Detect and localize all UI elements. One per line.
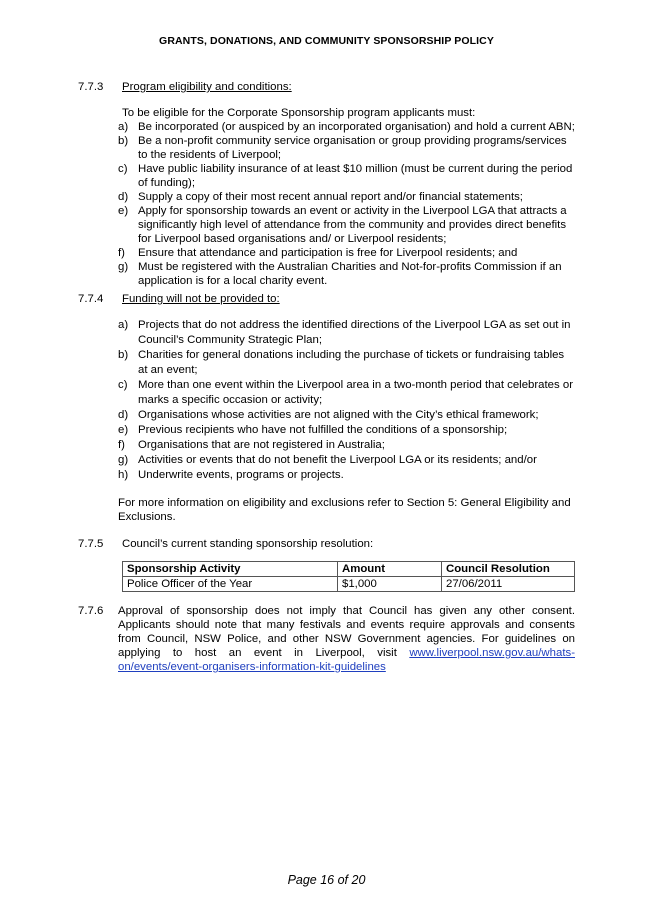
- list-marker: d): [118, 191, 129, 203]
- approval-paragraph: [118, 604, 575, 674]
- list-item: [118, 260, 575, 288]
- event-guidelines-link[interactable]: www.liverpool.nsw.gov.au/whats-on/events/event-organisers-information-kit-guidelines: [118, 647, 575, 673]
- list-item: [118, 204, 575, 246]
- table-row: [123, 577, 575, 592]
- list-item-text: Organisations that are not registered in Australia;: [138, 439, 385, 451]
- list-item-text: Projects that do not address the identified directions of the Liverpool LGA as set out in Council’s Community Strategic Plan;: [138, 319, 571, 346]
- list-marker: a): [118, 121, 129, 133]
- list-item: [118, 348, 575, 378]
- list-item-text: Have public liability insurance of at least $10 million (must be current during the period of funding);: [138, 163, 573, 189]
- list-item: [118, 246, 575, 260]
- list-marker: g): [118, 261, 129, 273]
- list-item: [118, 134, 575, 162]
- list-item-text: Charities for general donations including the purchase of tickets or fundraising tables at an event;: [138, 349, 565, 376]
- table-cell: Police Officer of the Year: [123, 577, 338, 592]
- section-title: Funding will not be provided to:: [122, 293, 280, 305]
- list-item: [118, 408, 575, 423]
- list-item: [118, 190, 575, 204]
- list-marker: f): [118, 247, 125, 259]
- list-item-text: Underwrite events, programs or projects.: [138, 469, 344, 481]
- list-item-text: More than one event within the Liverpool area in a two-month period that celebrates or marks a specific occasion or activity;: [138, 379, 573, 406]
- list-marker: g): [118, 454, 129, 466]
- list-item: [118, 120, 575, 134]
- list-item-text: Organisations whose activities are not aligned with the City’s ethical framework;: [138, 409, 539, 421]
- list-marker: d): [118, 409, 129, 421]
- list-marker: f): [118, 439, 125, 451]
- list-marker: h): [118, 469, 129, 481]
- list-marker: c): [118, 163, 128, 175]
- list-marker: c): [118, 379, 128, 391]
- list-item: [118, 423, 575, 438]
- section-number: 7.7.6: [78, 605, 104, 617]
- section-title: Council’s current standing sponsorship resolution:: [122, 538, 374, 550]
- list-item: [118, 162, 575, 190]
- eligibility-note: For more information on eligibility and exclusions refer to Section 5: General Eligibility and Exclusions.: [118, 497, 571, 523]
- column-header: Amount: [338, 562, 442, 577]
- document-header: GRANTS, DONATIONS, AND COMMUNITY SPONSORSHIP POLICY: [159, 35, 494, 47]
- column-header: Sponsorship Activity: [123, 562, 338, 577]
- table-cell: 27/06/2011: [442, 577, 575, 592]
- list-item: [118, 468, 575, 483]
- list-item-text: Must be registered with the Australian Charities and Not-for-profits Commission if an application is for a local charity event.: [138, 261, 562, 287]
- list-item: [118, 453, 575, 468]
- list-item-text: Apply for sponsorship towards an event or activity in the Liverpool LGA that attracts a significantly high level of attendance from the community and provides direct benefits for Liverpool based organisations and/ or Liverpool residents;: [138, 205, 567, 245]
- list-item-text: Supply a copy of their most recent annual report and/or financial statements;: [138, 191, 523, 203]
- eligibility-list: [118, 120, 575, 288]
- section-title: Program eligibility and conditions:: [122, 81, 292, 93]
- section-number: 7.7.4: [78, 293, 104, 305]
- sponsorship-table: [122, 561, 575, 592]
- section-number: 7.7.5: [78, 538, 104, 550]
- page-number: Page 16 of 20: [287, 873, 366, 887]
- list-item-text: Previous recipients who have not fulfilled the conditions of a sponsorship;: [138, 424, 508, 436]
- list-item-text: Be a non-profit community service organisation or group providing programs/services to the residents of Liverpool;: [138, 135, 567, 161]
- section-intro: To be eligible for the Corporate Sponsorship program applicants must:: [122, 107, 476, 119]
- list-item: [118, 378, 575, 408]
- list-marker: e): [118, 205, 129, 217]
- list-marker: b): [118, 349, 129, 361]
- table-cell: $1,000: [338, 577, 442, 592]
- exclusions-list: [118, 318, 575, 483]
- list-item-text: Ensure that attendance and participation is free for Liverpool residents; and: [138, 247, 518, 259]
- list-item: [118, 318, 575, 348]
- list-item-text: Be incorporated (or auspiced by an incorporated organisation) and hold a current ABN;: [138, 121, 575, 133]
- table-header-row: [123, 562, 575, 577]
- list-item-text: Activities or events that do not benefit the Liverpool LGA or its residents; and/or: [138, 454, 537, 466]
- list-item: [118, 438, 575, 453]
- list-marker: a): [118, 319, 129, 331]
- section-number: 7.7.3: [78, 81, 104, 93]
- column-header: Council Resolution: [442, 562, 575, 577]
- list-marker: e): [118, 424, 129, 436]
- list-marker: b): [118, 135, 129, 147]
- approval-text: Approval of sponsorship does not imply that Council has given any other consent. Applicants should note that many festivals and events require approvals and consents from Council, NSW Police, and other NSW Government agencies. For guidelines on applying to host an event in Liverpool, visit: [118, 605, 575, 659]
